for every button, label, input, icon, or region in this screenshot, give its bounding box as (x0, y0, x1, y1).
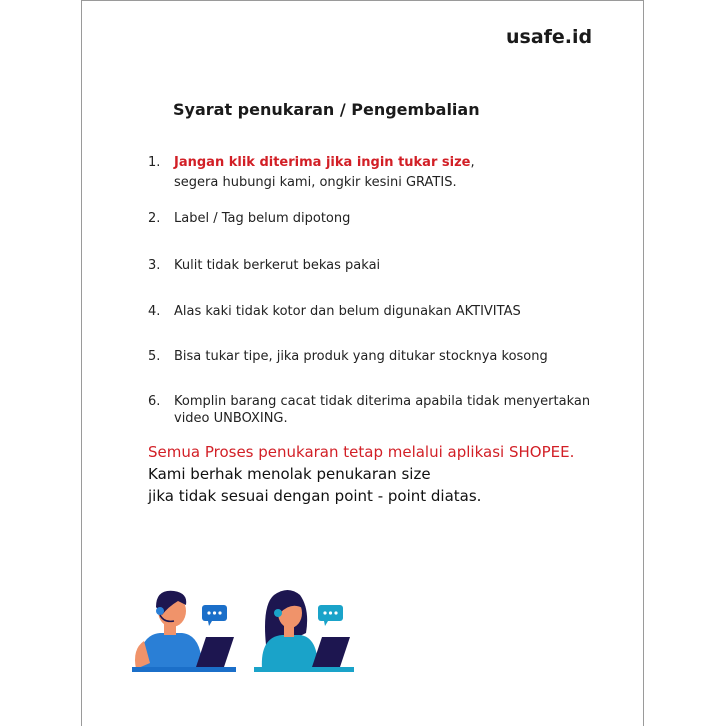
item-punct: , (470, 155, 475, 170)
list-item: Label / Tag belum dipotong (174, 211, 351, 226)
list-item-line2: video UNBOXING. (174, 411, 288, 426)
item-number: 4. (148, 304, 161, 319)
item-number: 6. (148, 394, 161, 409)
list-item: Kulit tidak berkerut bekas pakai (174, 258, 381, 273)
item-number: 1. (148, 155, 161, 170)
notice-line2: Kami berhak menolak penukaran size (148, 465, 431, 483)
item-number: 2. (148, 211, 161, 226)
list-item: Bisa tukar tipe, jika produk yang ditukar stocknya kosong (174, 349, 548, 364)
notice-line3: jika tidak sesuai dengan point - point diatas. (148, 487, 482, 505)
list-item: Alas kaki tidak kotor dan belum digunakan AKTIVITAS (174, 304, 521, 319)
list-item-line2: segera hubungi kami, ongkir kesini GRATIS. (174, 175, 457, 190)
item-number: 3. (148, 258, 161, 273)
item-number: 5. (148, 349, 161, 364)
male-support-agent-illustration (130, 585, 240, 677)
list-item: Komplin barang cacat tidak diterima apabila tidak menyertakan (174, 394, 591, 409)
page-title: Syarat penukaran / Pengembalian (173, 100, 480, 119)
brand-logo: usafe.id (506, 26, 593, 48)
notice-shopee: Semua Proses penukaran tetap melalui aplikasi SHOPEE. (148, 443, 575, 461)
list-item (174, 155, 475, 170)
female-support-agent-illustration (252, 585, 362, 677)
item-highlight: Jangan klik diterima jika ingin tukar size (174, 155, 471, 170)
